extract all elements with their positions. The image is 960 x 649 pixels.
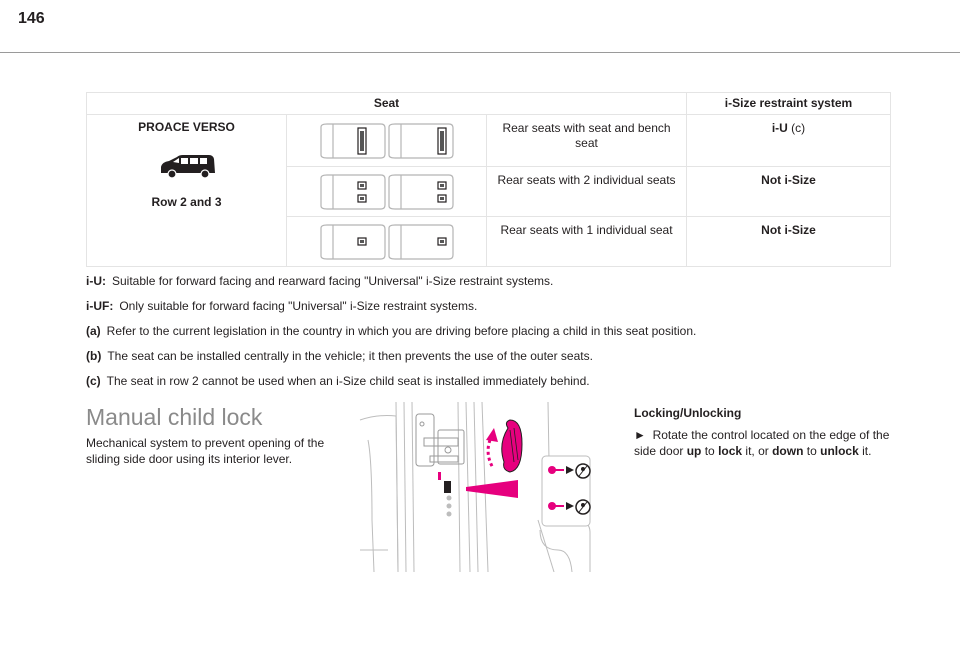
instruction-lock: lock — [718, 444, 743, 458]
footnotes — [86, 274, 906, 399]
footnote-key: (b) — [86, 349, 102, 363]
footnote — [86, 274, 906, 289]
header-isize: i-Size restraint system — [687, 93, 891, 115]
isize-cell-3 — [687, 217, 891, 267]
instruction-text: to — [803, 444, 821, 458]
footnote-key: (c) — [86, 374, 101, 388]
footnote — [86, 349, 906, 364]
footnote-text: Suitable for forward facing and rearward facing "Universal" i-Size restraint systems. — [112, 274, 554, 288]
instruction-up: up — [686, 444, 702, 458]
isize-cell-1 — [687, 115, 891, 167]
seat-diagram-one — [319, 224, 455, 260]
table-header-row — [87, 93, 891, 115]
model-cell — [87, 115, 287, 267]
locking-instruction — [634, 427, 894, 459]
locking-heading: Locking/Unlocking — [634, 406, 742, 420]
instruction-unlock: unlock — [820, 444, 859, 458]
footnote-key: (a) — [86, 324, 101, 338]
instruction-down: down — [772, 444, 804, 458]
seat-desc-3: Rear seats with 1 individual seat — [487, 217, 687, 267]
footnote-text: Refer to the current legislation in the country in which you are driving before placing a child in this seat position. — [106, 324, 697, 338]
isize-value-2: Not i-Size — [761, 173, 816, 187]
seat-layout-two — [287, 167, 487, 217]
footnote-key: i-U: — [86, 274, 106, 288]
instruction-text: to — [701, 444, 719, 458]
seat-table — [86, 92, 891, 267]
van-icon — [157, 153, 217, 181]
bullet-icon: ► — [634, 428, 646, 442]
isize-cell-2 — [687, 167, 891, 217]
footnote-key: i-UF: — [86, 299, 114, 313]
footnote — [86, 374, 906, 389]
instruction-text: it, or — [742, 444, 773, 458]
footnote-text: Only suitable for forward facing "Universal" i-Size restraint systems. — [119, 299, 478, 313]
table-row — [87, 115, 891, 167]
seat-layout-one — [287, 217, 487, 267]
page-number: 146 — [18, 10, 45, 27]
section-title: Manual child lock — [86, 404, 263, 430]
section-intro: Mechanical system to prevent opening of the sliding side door using its interior lever. — [86, 436, 325, 466]
header-divider — [0, 52, 960, 53]
seat-layout-bench — [287, 115, 487, 167]
footnote — [86, 299, 906, 314]
footnote-text: The seat can be installed centrally in the vehicle; it then prevents the use of the outer seats. — [107, 349, 593, 363]
footnote-text: The seat in row 2 cannot be used when an i-Size child seat is installed immediately behind. — [106, 374, 590, 388]
child-lock-illustration — [358, 400, 603, 572]
isize-value-1: i-U — [771, 121, 788, 135]
seat-desc-2: Rear seats with 2 individual seats — [487, 167, 687, 217]
seat-desc-1: Rear seats with seat and bench seat — [487, 115, 687, 167]
isize-value-3: Not i-Size — [761, 223, 816, 237]
instruction-text: it. — [858, 444, 872, 458]
row-label: Row 2 and 3 — [151, 195, 222, 209]
seat-diagram-two — [319, 174, 455, 210]
seat-diagram-bench — [319, 123, 455, 159]
footnote — [86, 324, 906, 339]
isize-note-1: (c) — [787, 121, 806, 135]
model-name: PROACE VERSO — [138, 120, 235, 134]
instruction-text: Rotate the control located on the edge of the side door — [634, 428, 890, 458]
header-seat: Seat — [87, 93, 687, 115]
